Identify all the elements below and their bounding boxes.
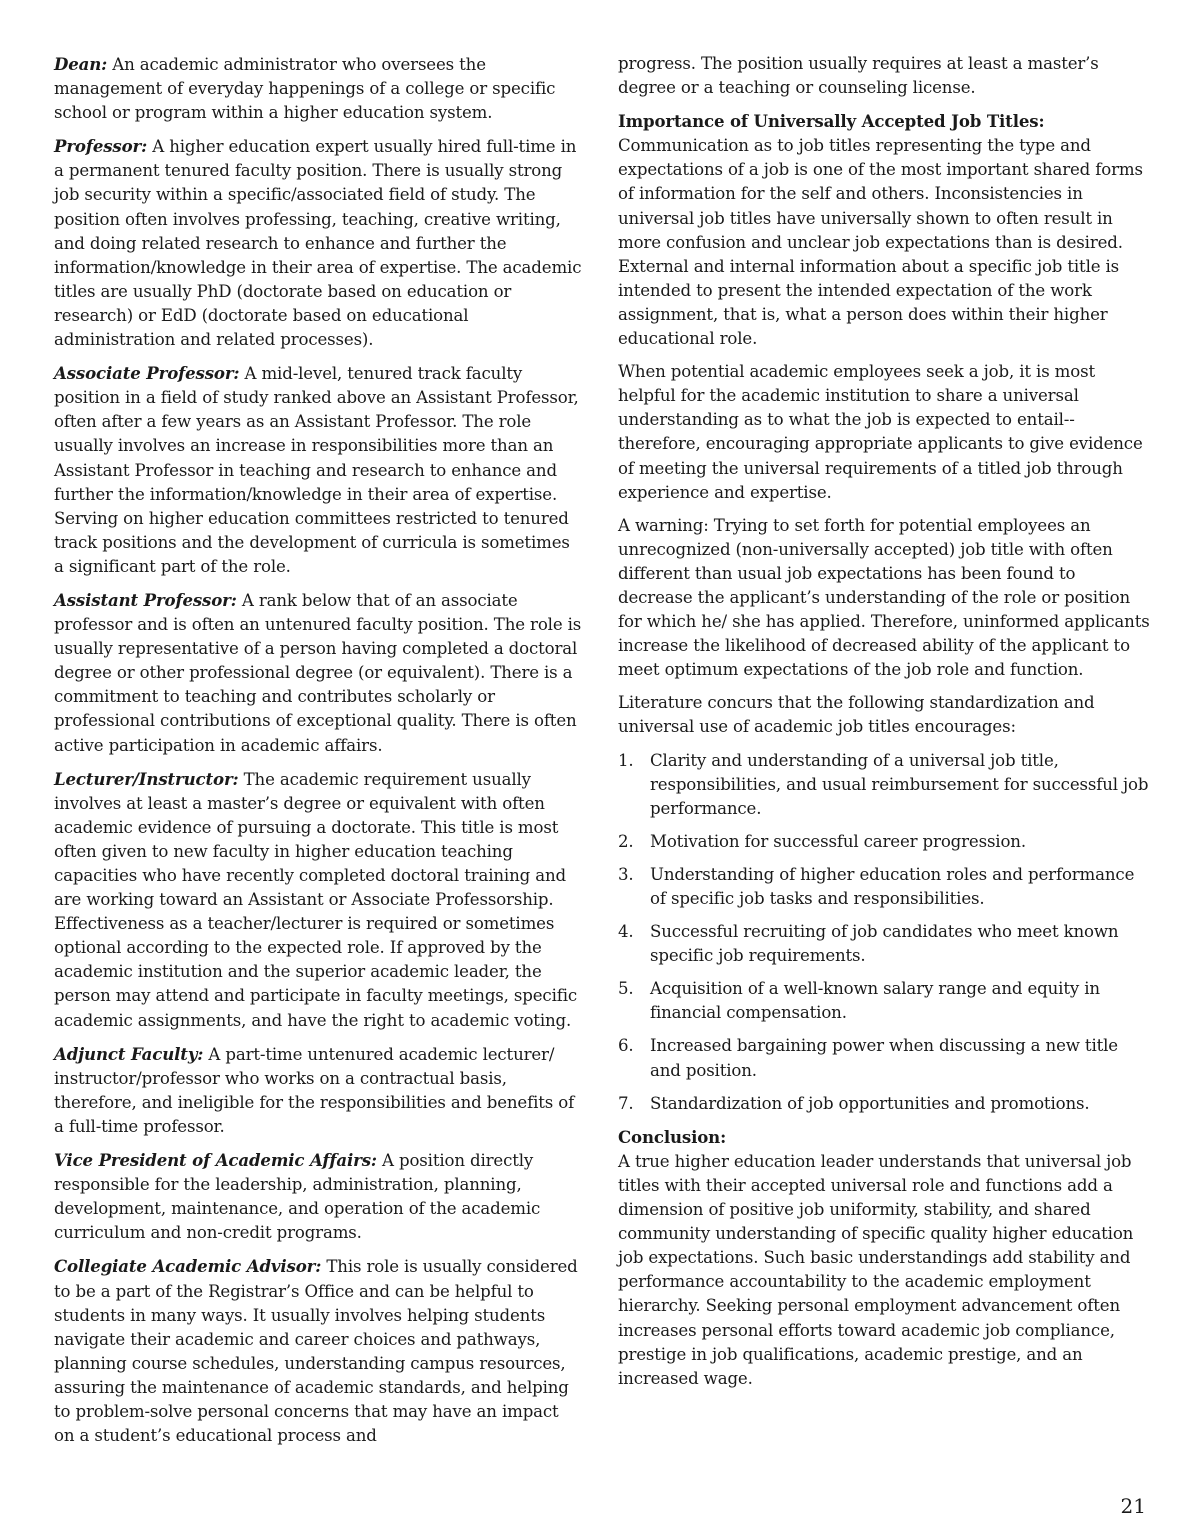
term-label: Adjunct Faculty: (54, 1043, 204, 1064)
section-heading: Conclusion: (618, 1126, 727, 1147)
definition-text: This role is usually considered to be a part of the Registrar’s Office and can be helpful to students in many ways. It usually involves helping students navigate their academic and career choices and pathways, planning course schedules, understanding campus resources, assuring the maintenance of academic standards, and helping to problem-solve personal concerns that may have an impact on a student’s educational process and (54, 1257, 578, 1446)
list-number: 7. (618, 1093, 634, 1113)
list-number: 5. (618, 979, 634, 999)
definition-text: A mid-level, tenured track faculty position in a field of study ranked above an Assistant Professor, often after a few years as an Assistant Professor. The role usually involves an increase in responsibilities more than an Assistant Professor in teaching and research to enhance and further the information/knowledge in their area of expertise. Serving on higher education committees restricted to tenured track positions and the development of curricula is sometimes a significant part of the role. (54, 364, 579, 576)
definition-text: A part-time untenured academic lecturer/ instructor/professor who works on a contractual basis, therefore, and ineligible for the responsibilities and benefits of a full-time professor. (54, 1044, 575, 1136)
list-number: 1. (618, 750, 634, 770)
list-text: Increased bargaining power when discussing a new title and position. (650, 1036, 1118, 1080)
list-number: 3. (618, 864, 634, 884)
section-text: A true higher education leader understands that universal job titles with their accepted universal role and functions add a dimension of positive job uniformity, stability, and shared community understanding of specific quality higher education job expectations. Such basic understandings add stability and performance accountability to the academic employment hierarchy. Seeking personal employment advancement often increases personal efforts toward academic job compliance, prestige in job qualifications, academic prestige, and an increased wage. (618, 1151, 1134, 1388)
definition-text: The academic requirement usually involves at least a master’s degree or equivalent with often academic evidence of pursuing a doctorate. This title is most often given to new faculty in higher education teaching capacities who have recently completed doctoral training and are working toward an Assistant or Associate Professorship. Effectiveness as a teacher/lecturer is required or sometimes optional according to the expected role. If approved by the academic institution and the superior academic leader, the person may attend and participate in faculty meetings, specific academic assignments, and have the right to academic voting. (54, 769, 578, 1030)
list-item (618, 749, 1150, 821)
list-item (618, 1092, 1150, 1116)
section-text: Communication as to job titles representing the type and expectations of a job is one of the most important shared forms of information for the self and others. Inconsistencies in universal job titles have universally shown to often result in more confusion and unclear job expectations than is desired. External and internal information about a specific job title is intended to present the intended expectation of the work assignment, that is, what a person does within their higher educational role. (618, 136, 1143, 349)
left-column (54, 52, 584, 1457)
definition-text: A rank below that of an associate professor and is often an untenured faculty position. The role is usually representative of a person having completed a doctoral degree or other professional degree (or equivalent). There is a commitment to teaching and contributes scholarly or professional contributions of exceptional quality. There is often active participation in academic affairs. (54, 590, 582, 755)
term-label: Lecturer/Instructor: (54, 768, 239, 789)
term-label: Dean: (54, 54, 108, 74)
paragraph: Literature concurs that the following standardization and universal use of academic job titles encourages: (618, 693, 1095, 737)
paragraph: When potential academic employees seek a job, it is most helpful for the academic institution to share a universal understanding as to what the job is expected to entail-- therefore, encouraging appropriate applicants to give evidence of meeting the universal requirements of a titled job through experience and expertise. (618, 362, 1143, 502)
list-item (618, 920, 1150, 968)
right-column (618, 52, 1150, 1400)
list-item (618, 830, 1150, 854)
term-label: Collegiate Academic Advisor: (54, 1256, 322, 1277)
advisor-continuation: progress. The position usually requires at least a master’s degree or a teaching or counseling license. (618, 54, 1099, 98)
definition-lecturer-instructor (54, 767, 584, 1033)
definition-collegiate-academic-advisor (54, 1254, 584, 1448)
page-number: 21 (1120, 1494, 1146, 1518)
list-item (618, 1034, 1150, 1082)
list-text: Acquisition of a well-known salary range and equity in financial compensation. (650, 979, 1100, 1023)
term-label: Vice President of Academic Affairs: (54, 1150, 377, 1171)
list-text: Standardization of job opportunities and promotions. (650, 1093, 1090, 1113)
list-number: 4. (618, 922, 634, 942)
importance-section (618, 109, 1150, 351)
definition-text: A higher education expert usually hired full-time in a permanent tenured faculty position. There is usually strong job security within a specific/associated field of study. The position often involves professing, teaching, creative writing, and doing related research to enhance and further the information/knowledge in their area of expertise. The academic titles are usually PhD (doctorate based on education or research) or EdD (doctorate based on educational administration and related processes). (54, 137, 582, 350)
definition-adjunct-faculty (54, 1042, 584, 1139)
paragraph: A warning: Trying to set forth for potential employees an unrecognized (non-universally accepted) job title with often different than usual job expectations has been found to decrease the applicant’s understanding of the role or position for which he/ she has applied. Therefore, uninformed applicants increase the likelihood of decreased ability of the applicant to meet optimum expectations of the job role and function. (618, 515, 1150, 680)
definition-vp-academic-affairs (54, 1148, 584, 1245)
list-number: 2. (618, 831, 634, 851)
list-item (618, 863, 1150, 911)
section-heading: Importance of Universally Accepted Job Titles: (618, 111, 1045, 132)
definition-text: A position directly responsible for the leadership, administration, planning, development, maintenance, and operation of the academic curriculum and non-credit programs. (54, 1151, 541, 1243)
definition-dean (54, 52, 584, 125)
term-label: Professor: (54, 136, 148, 157)
term-label: Associate Professor: (54, 363, 240, 384)
list-number: 6. (618, 1036, 634, 1056)
definition-text: An academic administrator who oversees the management of everyday happenings of a college or specific school or program within a higher education system. (54, 55, 556, 123)
definition-assistant-professor (54, 588, 584, 758)
conclusion-section (618, 1125, 1150, 1391)
list-item (618, 977, 1150, 1025)
benefits-list (618, 749, 1150, 1116)
list-text: Motivation for successful career progression. (650, 831, 1026, 851)
term-label: Assistant Professor: (54, 589, 237, 610)
list-text: Understanding of higher education roles and performance of specific job tasks and responsibilities. (650, 864, 1135, 908)
list-text: Clarity and understanding of a universal job title, responsibilities, and usual reimbursement for successful job performance. (650, 750, 1149, 818)
list-text: Successful recruiting of job candidates who meet known specific job requirements. (650, 922, 1119, 966)
definition-associate-professor (54, 361, 584, 579)
definition-professor (54, 134, 584, 352)
